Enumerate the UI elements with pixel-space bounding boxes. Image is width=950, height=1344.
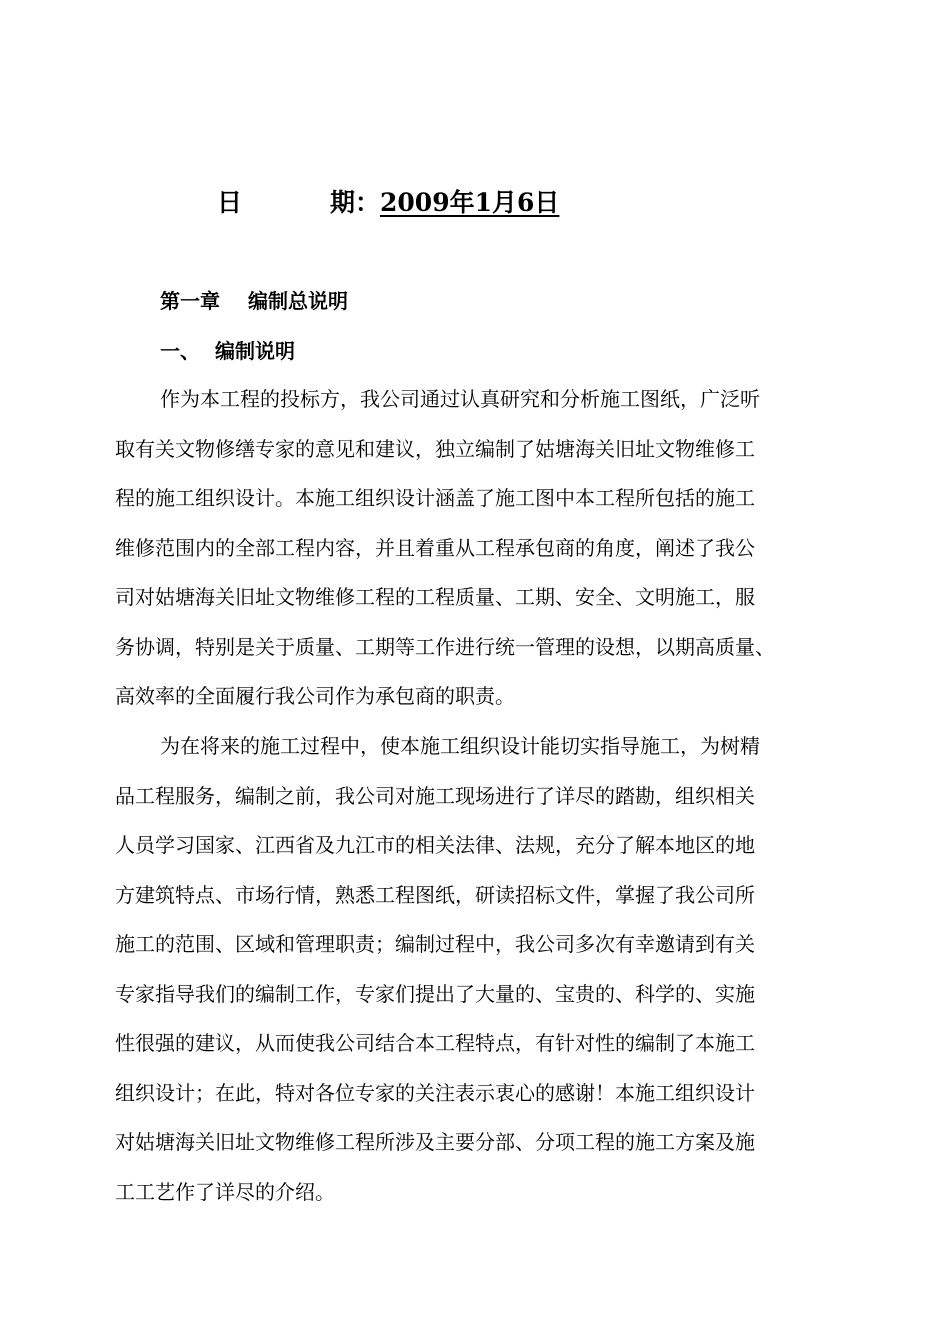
paragraph-line: 专家指导我们的编制工作，专家们提出了大量的、宝贵的、科学的、实施 [115,981,755,1006]
paragraph-line: 高效率的全面履行我公司作为承包商的职责。 [115,684,515,708]
paragraph-line: 人员学习国家、江西省及九江市的相关法律、法规，充分了解本地区的地 [115,833,755,857]
paragraph-line: 程的施工组织设计。本施工组织设计涵盖了施工图中本工程所包括的施工 [115,486,755,510]
paragraph-1 [115,375,855,722]
chapter-number: 第一章 [160,289,220,313]
chapter-heading [160,285,348,317]
date-line [217,183,559,223]
date-value: 2009年1月6日 [380,188,560,217]
paragraph-line: 维修范围内的全部工程内容，并且着重从工程承包商的角度，阐述了我公 [115,535,755,560]
paragraph-line: 取有关文物修缮专家的意见和建议，独立编制了姑塘海关旧址文物维修工 [115,436,755,461]
paragraph-line: 为在将来的施工过程中，使本施工组织设计能切实指导施工，为树精 [160,734,760,758]
paragraph-line: 组织设计；在此，特对各位专家的关注表示衷心的感谢！本施工组织设计 [115,1080,755,1105]
paragraph-line: 作为本工程的投标方，我公司通过认真研究和分析施工图纸，广泛听 [160,387,760,411]
section-title: 编制说明 [215,339,295,363]
section-heading [160,335,295,367]
paragraph-2 [115,722,855,1217]
paragraph-line: 务协调，特别是关于质量、工期等工作进行统一管理的设想，以期高质量、 [115,634,775,659]
paragraph-line: 司对姑塘海关旧址文物维修工程的工程质量、工期、安全、文明施工，服 [115,585,755,609]
date-label-first-char: 日 [217,188,243,217]
paragraph-line: 品工程服务，编制之前，我公司对施工现场进行了详尽的踏勘，组织相关 [115,783,755,808]
date-label-second-char: 期： [330,188,381,217]
paragraph-line: 对姑塘海关旧址文物维修工程所涉及主要分部、分项工程的施工方案及施 [115,1130,755,1154]
chapter-title: 编制总说明 [248,289,348,313]
paragraph-line: 工工艺作了详尽的介绍。 [115,1179,335,1204]
paragraph-line: 施工的范围、区域和管理职责；编制过程中，我公司多次有幸邀请到有关 [115,932,755,956]
paragraph-line: 性很强的建议，从而使我公司结合本工程特点，有针对性的编制了本施工 [115,1031,755,1055]
paragraph-line: 方建筑特点、市场行情，熟悉工程图纸，研读招标文件，掌握了我公司所 [115,882,755,907]
section-number: 一、 [160,339,200,363]
